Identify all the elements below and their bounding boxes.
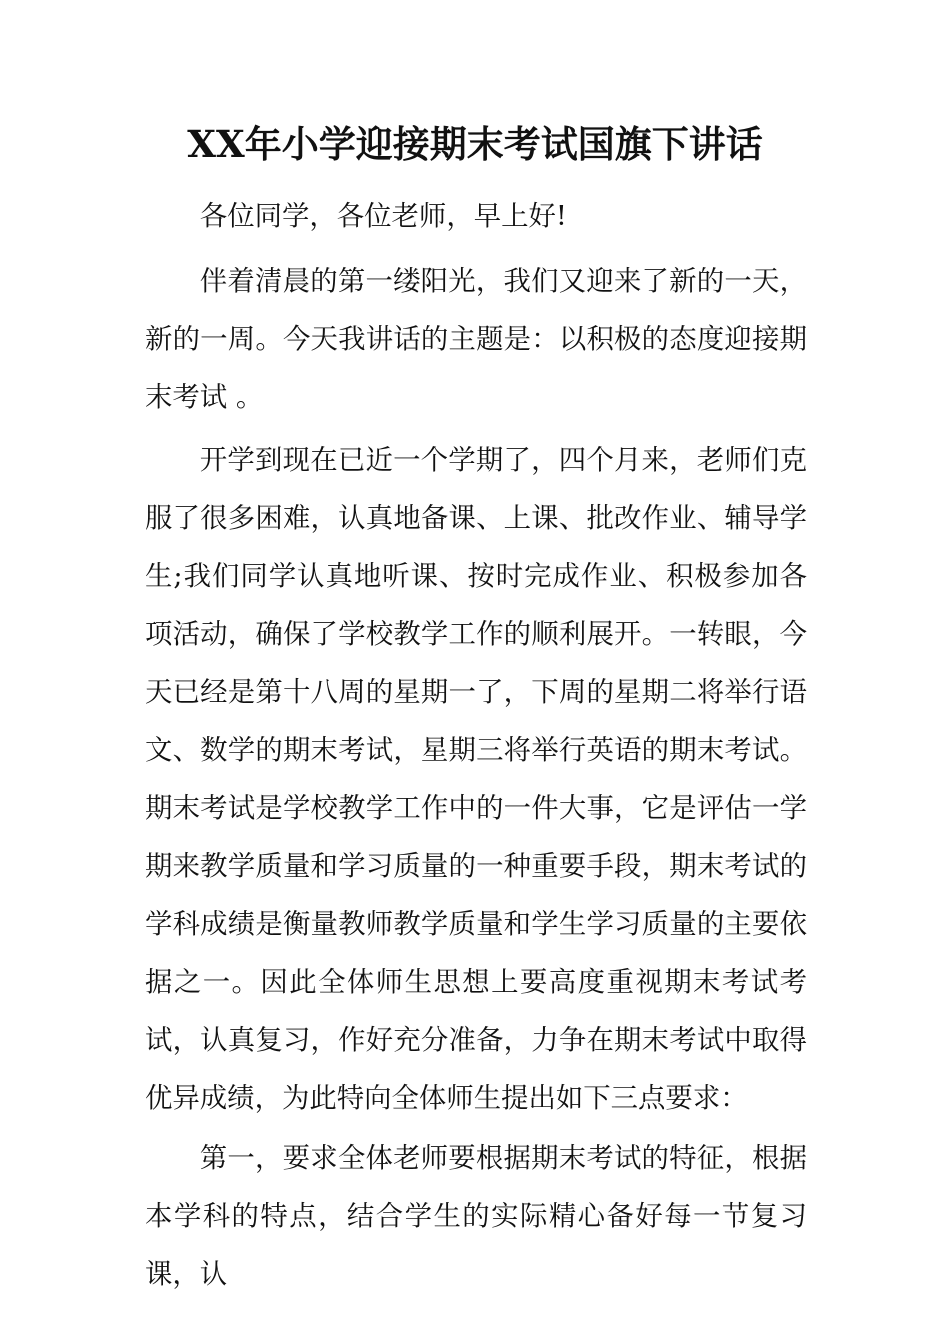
paragraph-semester-review: 开学到现在已近一个学期了，四个月来，老师们克服了很多困难，认真地备课、上课、批改作业、辅导学生;我们同学认真地听课、按时完成作业、积极参加各项活动，确保了学校教学工作的顺利展开。一转眼，今天已经是第十八周的星期一了，下周的星期二将举行语文、数学的期末考试，星期三将举行英语的期末考试。期末考试是学校教学工作中的一件大事，它是评估一学期来教学质量和学习质量的一种重要手段，期末考试的学科成绩是衡量教师教学质量和学生学习质量的主要依据之一。因此全体师生思想上要高度重视期末考试考试，认真复习，作好充分准备，力争在期末考试中取得优异成绩，为此特向全体师生提出如下三点要求：	[145, 445, 807, 1114]
document-body	[145, 188, 807, 1305]
paragraph-first-requirement: 第一，要求全体老师要根据期末考试的特征，根据本学科的特点，结合学生的实际精心备好每一节复习课，认	[145, 1143, 807, 1290]
paragraph-theme: 伴着清晨的第一缕阳光，我们又迎来了新的一天，新的一周。今天我讲话的主题是：以积极的态度迎接期末考试 。	[145, 266, 807, 413]
document-title: XX年小学迎接期末考试国旗下讲话	[187, 122, 763, 166]
paragraph-greeting: 各位同学，各位老师，早上好!	[199, 201, 567, 232]
